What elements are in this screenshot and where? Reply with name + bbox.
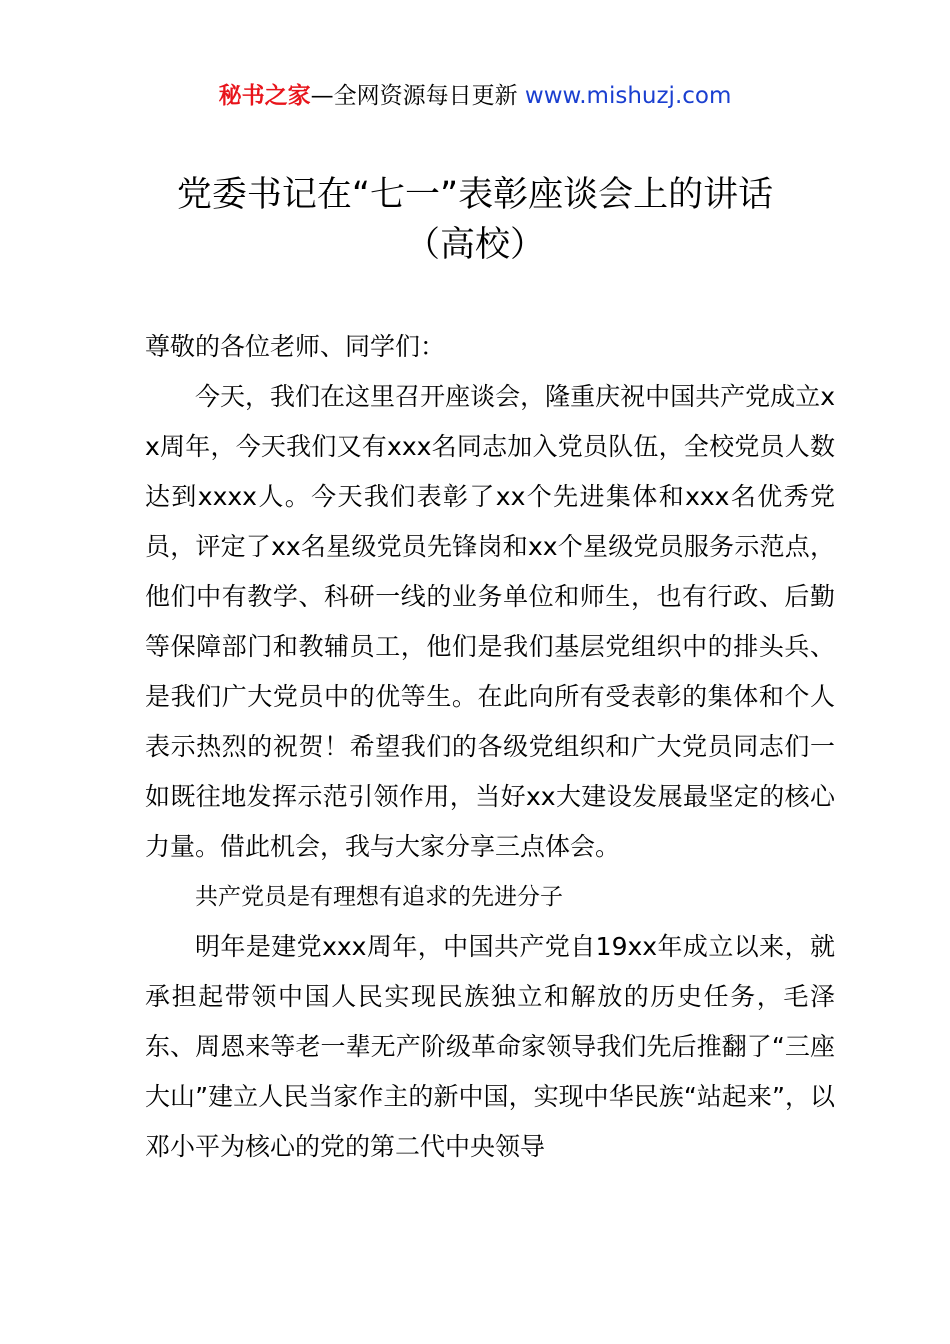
site-url-link[interactable]: www.mishuzj.com: [524, 83, 732, 109]
document-title: [100, 170, 850, 270]
paragraph-history: 明年是建党xxx周年，中国共产党自19xx年成立以来，就承担起带领中国人民实现民族独立和解放的历史任务，毛泽东、周恩来等老一辈无产阶级革命家领导我们先后推翻了“三座大山”建立人民当家作主的新中国，实现中华民族“站起来”，以邓小平为核心的党的第二代中央领导: [145, 932, 835, 1161]
document-title-line2: （高校）: [404, 225, 545, 265]
document-title-line1: 党委书记在“七一”表彰座谈会上的讲话: [176, 175, 774, 215]
paragraph-opening: 今天，我们在这里召开座谈会，隆重庆祝中国共产党成立xx周年，今天我们又有xxx名同志加入党员队伍，全校党员人数达到xxxx人。今天我们表彰了xx个先进集体和xxx名优秀党员，评定了xx名星级党员先锋岗和xx个星级党员服务示范点，他们中有教学、科研一线的业务单位和师生，也有行政、后勤等保障部门和教辅员工，他们是我们基层党组织中的排头兵、是我们广大党员中的优等生。在此向所有受表彰的集体和个人表示热烈的祝贺！希望我们的各级党组织和广大党员同志们一如既往地发挥示范引领作用，当好xx大建设发展最坚定的核心力量。借此机会，我与大家分享三点体会。: [145, 382, 835, 861]
salutation: 尊敬的各位老师、同学们：: [145, 332, 446, 361]
site-tagline: —全网资源每日更新: [310, 83, 525, 109]
document-body: [145, 322, 835, 1172]
site-header-banner: [0, 80, 950, 112]
section-heading: 共产党员是有理想有追求的先进分子: [195, 884, 563, 910]
site-brand-name: 秘书之家: [218, 83, 311, 109]
